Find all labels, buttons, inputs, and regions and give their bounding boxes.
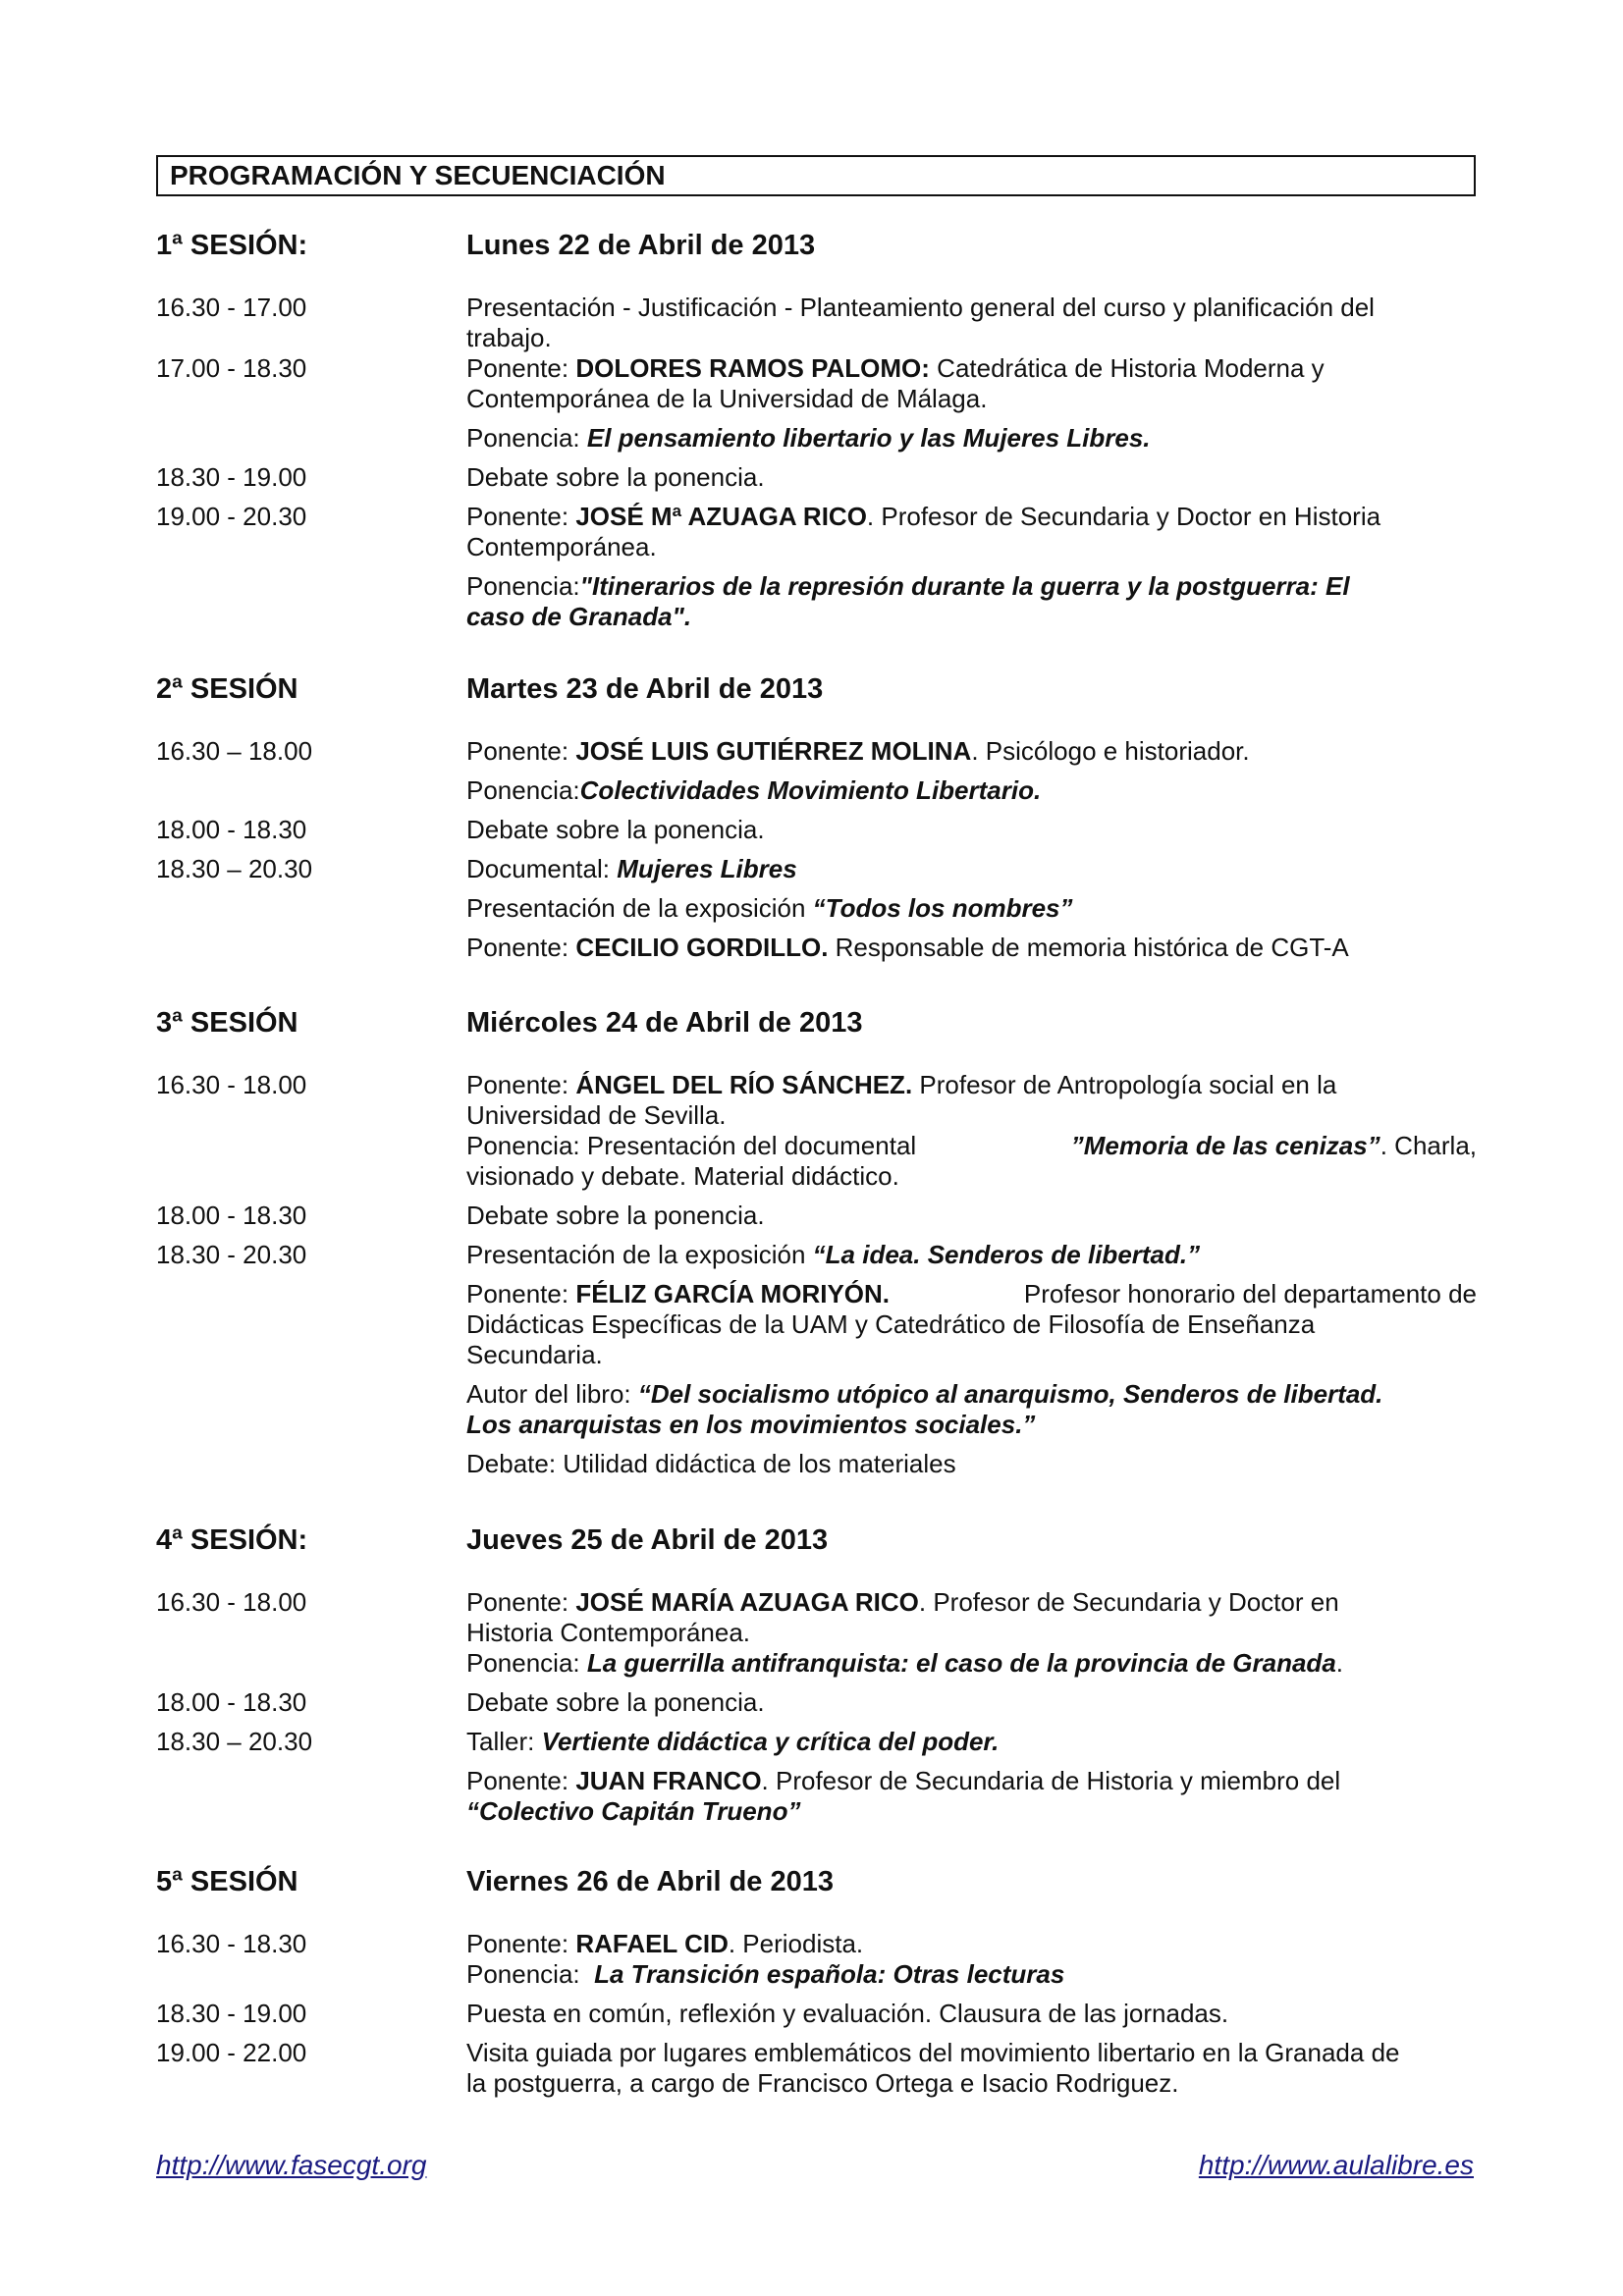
label-text: Ponente: <box>466 736 576 766</box>
session-date: Lunes 22 de Abril de 2013 <box>466 230 816 261</box>
activity <box>466 353 1477 454</box>
activity <box>466 2038 1477 2099</box>
speaker-desc: Didácticas Específicas de la UAM y Catedrático de Filosofía de Enseñanza <box>466 1309 1316 1339</box>
session-label: 4ª SESIÓN: <box>156 1524 308 1556</box>
collective-name: “Colectivo Capitán Trueno” <box>466 1796 801 1826</box>
speaker-desc: Profesor honorario del departamento de <box>1023 1279 1477 1308</box>
session-label: 2ª SESIÓN <box>156 673 298 705</box>
label-text: Ponente: <box>466 1766 576 1795</box>
schedule-row <box>156 1929 1477 1990</box>
book-title: “Del socialismo utópico al anarquismo, Senderos de libertad. <box>637 1379 1383 1409</box>
activity <box>466 502 1477 632</box>
schedule-row <box>156 1070 1477 1192</box>
speaker-desc: Responsable de memoria histórica de CGT-A <box>828 933 1349 962</box>
speaker-name: JOSÉ MARÍA AZUAGA RICO <box>575 1587 919 1617</box>
speaker-desc: Historia Contemporánea. <box>466 1618 751 1647</box>
session-date: Miércoles 24 de Abril de 2013 <box>466 1007 863 1039</box>
activity: Debate sobre la ponencia. <box>466 1687 765 1717</box>
speaker-desc: . Profesor de Secundaria y Doctor en <box>918 1587 1339 1617</box>
time-slot: 18.00 - 18.30 <box>156 1687 307 1717</box>
speaker-desc: Contemporánea. <box>466 532 657 561</box>
schedule-row <box>156 293 1477 353</box>
time-slot: 18.30 – 20.30 <box>156 854 313 883</box>
activity-text: visionado y debate. Material didáctico. <box>466 1161 899 1191</box>
schedule-row <box>156 1201 1477 1231</box>
label-text: Presentación de la exposición <box>466 893 813 923</box>
session-header <box>156 1005 1477 1041</box>
time-slot: 19.00 - 20.30 <box>156 502 307 531</box>
speaker-name: DOLORES RAMOS PALOMO: <box>575 353 930 383</box>
schedule-row <box>156 854 1477 963</box>
speaker-desc: . Periodista. <box>728 1929 864 1958</box>
footer-link-fasecgt[interactable]: http://www.fasecgt.org <box>156 2150 427 2180</box>
time-slot: 18.30 - 19.00 <box>156 1999 307 2028</box>
activity <box>466 1240 1477 1479</box>
activity-text: Debate: Utilidad didáctica de los materiales <box>466 1449 956 1478</box>
schedule-row <box>156 2038 1477 2099</box>
session-header <box>156 1864 1477 1899</box>
label-text: Ponencia: <box>466 1959 595 1989</box>
label-text: Ponencia: <box>466 1648 587 1678</box>
talk-title: La guerrilla antifranquista: el caso de la provincia de Granada <box>586 1648 1336 1678</box>
label-text: Presentación de la exposición <box>466 1240 813 1269</box>
activity-text: . Charla, <box>1380 1131 1477 1160</box>
label-text: Ponente: <box>466 1587 576 1617</box>
schedule-row <box>156 1687 1477 1718</box>
label-text: Ponencia: <box>466 423 587 453</box>
speaker-desc: Catedrática de Historia Moderna y <box>929 353 1325 383</box>
time-slot: 18.00 - 18.30 <box>156 815 307 844</box>
activity <box>466 1587 1477 1679</box>
documentary-title: Mujeres Libres <box>617 854 797 883</box>
session-2 <box>156 671 1477 963</box>
speaker-name: ÁNGEL DEL RÍO SÁNCHEZ. <box>575 1070 913 1099</box>
exhibition-title: “La idea. Senderos de libertad.” <box>812 1240 1201 1269</box>
speaker-name: FÉLIZ GARCÍA MORIYÓN. <box>575 1279 891 1308</box>
talk-title: Colectividades Movimiento Libertario. <box>579 775 1042 805</box>
section-title: PROGRAMACIÓN Y SECUENCIACIÓN <box>156 155 1476 196</box>
time-slot: 16.30 – 18.00 <box>156 736 313 766</box>
time-slot: 16.30 - 18.00 <box>156 1587 307 1617</box>
label-text: Taller: <box>466 1727 542 1756</box>
speaker-desc: Profesor de Antropología social en la <box>912 1070 1337 1099</box>
label-text: Documental: <box>466 854 618 883</box>
time-slot: 18.00 - 18.30 <box>156 1201 307 1230</box>
time-slot: 16.30 - 18.30 <box>156 1929 307 1958</box>
label-text: Autor del libro: <box>466 1379 638 1409</box>
talk-title: caso de Granada". <box>466 602 692 631</box>
label-text: Ponencia: <box>466 571 580 601</box>
schedule-row <box>156 815 1477 845</box>
session-date: Jueves 25 de Abril de 2013 <box>466 1524 829 1556</box>
activity-text: . <box>1335 1648 1344 1678</box>
speaker-desc: . Psicólogo e historiador. <box>971 736 1250 766</box>
session-label: 1ª SESIÓN: <box>156 230 308 261</box>
schedule-row <box>156 1999 1477 2029</box>
workshop-title: Vertiente didáctica y crítica del poder. <box>541 1727 1000 1756</box>
activity <box>466 1929 1477 1990</box>
schedule-row <box>156 1240 1477 1479</box>
speaker-name: JOSÉ LUIS GUTIÉRREZ MOLINA <box>575 736 972 766</box>
session-label: 3ª SESIÓN <box>156 1007 298 1039</box>
speaker-desc: . Profesor de Secundaria y Doctor en Historia <box>866 502 1381 531</box>
activity <box>466 736 1477 806</box>
activity-text: Presentación - Justificación - Planteamiento general del curso y planificación del <box>466 293 1375 322</box>
speaker-desc: Contemporánea de la Universidad de Málaga. <box>466 384 988 413</box>
activity <box>466 1727 1477 1827</box>
speaker-desc: Universidad de Sevilla. <box>466 1100 727 1130</box>
label-text: Ponente: <box>466 353 576 383</box>
schedule-row <box>156 353 1477 454</box>
session-1 <box>156 228 1477 632</box>
session-header <box>156 228 1477 263</box>
session-header <box>156 1522 1477 1558</box>
speaker-name: JUAN FRANCO <box>575 1766 762 1795</box>
time-slot: 16.30 - 18.00 <box>156 1070 307 1099</box>
schedule-row <box>156 502 1477 632</box>
time-slot: 18.30 - 20.30 <box>156 1240 307 1269</box>
speaker-desc: . Profesor de Secundaria de Historia y miembro del <box>761 1766 1341 1795</box>
label-text: Ponencia: Presentación del documental <box>466 1131 917 1160</box>
speaker-name: CECILIO GORDILLO. <box>575 933 829 962</box>
label-text: Ponente: <box>466 1070 576 1099</box>
time-slot: 17.00 - 18.30 <box>156 353 307 383</box>
activity-text: trabajo. <box>466 323 552 352</box>
activity <box>466 854 1477 963</box>
footer-link-aulalibre[interactable]: http://www.aulalibre.es <box>1198 2150 1474 2180</box>
talk-title: La Transición española: Otras lecturas <box>594 1959 1065 1989</box>
session-header <box>156 671 1477 707</box>
talk-title: El pensamiento libertario y las Mujeres Libres. <box>586 423 1151 453</box>
schedule-row <box>156 736 1477 806</box>
session-4 <box>156 1522 1477 1827</box>
session-5 <box>156 1864 1477 2099</box>
schedule-row <box>156 1587 1477 1679</box>
documentary-title: ”Memoria de las cenizas” <box>1070 1131 1380 1160</box>
activity: Debate sobre la ponencia. <box>466 815 765 844</box>
session-3 <box>156 1005 1477 1479</box>
session-date: Viernes 26 de Abril de 2013 <box>466 1866 834 1897</box>
speaker-name: RAFAEL CID <box>575 1929 729 1958</box>
time-slot: 18.30 - 19.00 <box>156 462 307 492</box>
activity: Puesta en común, reflexión y evaluación. Clausura de las jornadas. <box>466 1999 1229 2028</box>
label-text: Ponente: <box>466 1279 576 1308</box>
label-text: Ponencia: <box>466 775 580 805</box>
talk-title: "Itinerarios de la represión durante la guerra y la postguerra: El <box>579 571 1350 601</box>
label-text: Ponente: <box>466 1929 576 1958</box>
time-slot: 19.00 - 22.00 <box>156 2038 307 2067</box>
speaker-desc: Secundaria. <box>466 1340 603 1369</box>
label-text: Ponente: <box>466 933 576 962</box>
activity-text: Visita guiada por lugares emblemáticos del movimiento libertario en la Granada de <box>466 2038 1400 2067</box>
schedule-row <box>156 1727 1477 1827</box>
book-title: Los anarquistas en los movimientos sociales.” <box>466 1410 1036 1439</box>
activity <box>466 1070 1477 1192</box>
exhibition-title: “Todos los nombres” <box>812 893 1073 923</box>
speaker-name: JOSÉ Mª AZUAGA RICO <box>575 502 867 531</box>
activity: Debate sobre la ponencia. <box>466 462 765 492</box>
label-text: Ponente: <box>466 502 576 531</box>
activity: Debate sobre la ponencia. <box>466 1201 765 1230</box>
session-date: Martes 23 de Abril de 2013 <box>466 673 824 705</box>
time-slot: 16.30 - 17.00 <box>156 293 307 322</box>
activity <box>466 293 1477 353</box>
time-slot: 18.30 – 20.30 <box>156 1727 313 1756</box>
schedule-row <box>156 462 1477 493</box>
activity-text: la postguerra, a cargo de Francisco Ortega e Isacio Rodriguez. <box>466 2068 1179 2098</box>
session-label: 5ª SESIÓN <box>156 1866 298 1897</box>
